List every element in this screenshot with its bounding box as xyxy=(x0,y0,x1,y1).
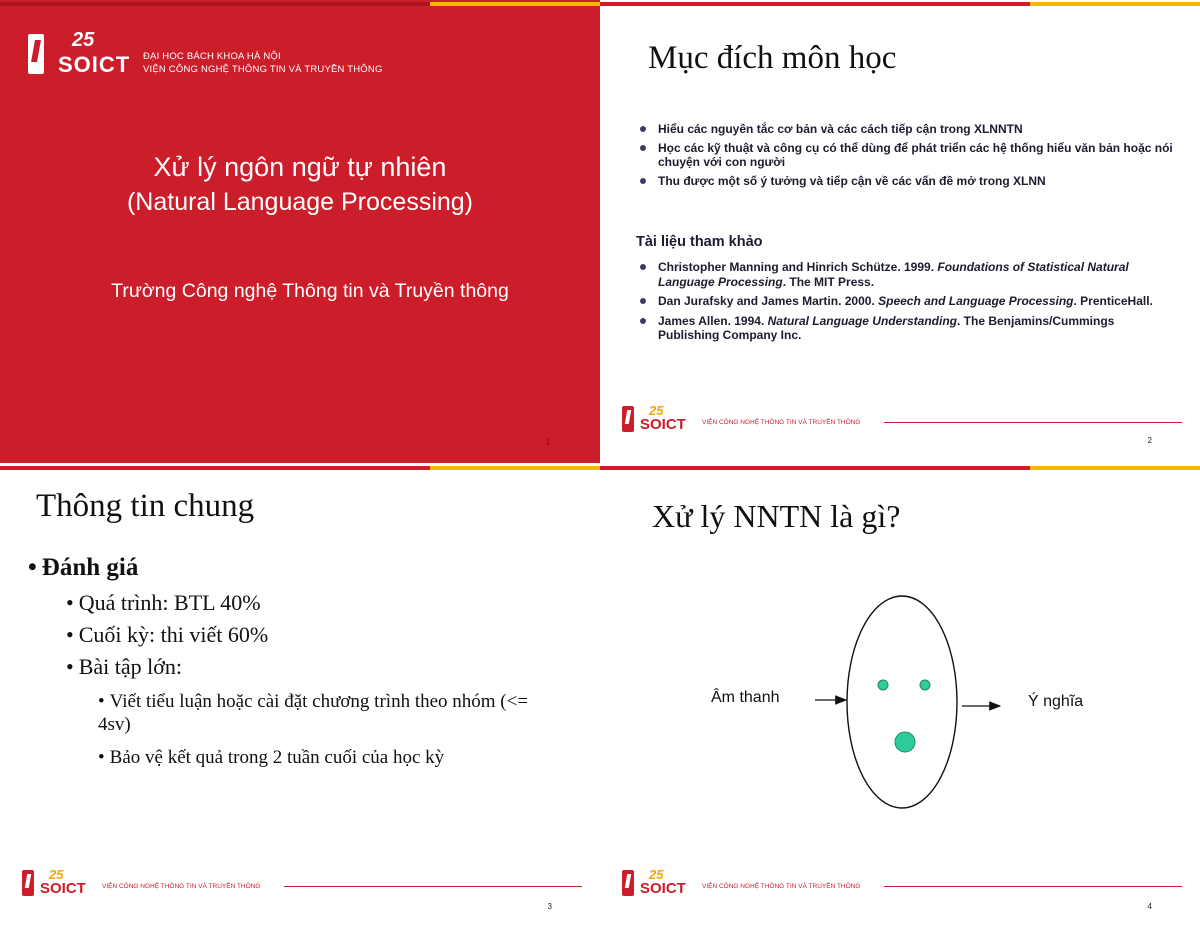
institute-name: VIỆN CÔNG NGHỆ THÔNG TIN VÀ TRUYỀN THÔNG xyxy=(102,883,261,890)
page-number: 4 xyxy=(1147,902,1152,911)
bullet-heading: • Đánh giá xyxy=(28,554,139,581)
footer-divider xyxy=(884,886,1182,887)
list-item: Dan Jurafsky and James Martin. 2000. Speech and Language Processing. PrenticeHall. xyxy=(636,294,1176,309)
list-item: • Bài tập lớn: xyxy=(66,654,182,679)
nlp-diagram xyxy=(600,464,1200,927)
university-line-1: ĐẠI HỌC BÁCH KHOA HÀ NỘI xyxy=(143,51,281,62)
head-ellipse xyxy=(847,596,957,808)
university-shield-icon xyxy=(28,34,44,74)
footer-divider xyxy=(284,886,582,887)
list-item: Christopher Manning and Hinrich Schütze. 1999. Foundations of Statistical Natural Language Processing. The MIT Press. xyxy=(636,260,1176,289)
top-accent-bar xyxy=(0,0,600,10)
slide-footer: 25 SOICT VIỆN CÔNG NGHỆ THÔNG TIN VÀ TRUYỀN THÔNG xyxy=(22,868,582,898)
slide-1 xyxy=(0,0,600,463)
sub-list-item: • Viết tiểu luận hoặc cài đặt chương trình theo nhóm (<= 4sv) xyxy=(98,691,529,735)
slide-4 xyxy=(600,464,1200,927)
output-label: Ý nghĩa xyxy=(1028,693,1084,710)
right-eye-icon xyxy=(920,680,930,690)
logo-wordmark: SOICT xyxy=(40,880,86,897)
university-line-2: VIỆN CÔNG NGHỆ THÔNG TIN VÀ TRUYỀN THÔNG xyxy=(143,64,383,75)
goals-list xyxy=(636,122,1176,192)
page-number: 3 xyxy=(547,902,552,911)
list-item: • Cuối kỳ: thi viết 60% xyxy=(66,622,269,647)
sub-list-item: • Bảo vệ kết quả trong 2 tuần cuối của học kỳ xyxy=(98,747,445,768)
list-item: Thu được một số ý tưởng và tiếp cận về các vấn đề mở trong XLNN xyxy=(636,174,1176,189)
mouth-icon xyxy=(895,732,915,752)
course-subtitle: (Natural Language Processing) xyxy=(126,188,474,216)
slide-2 xyxy=(600,0,1200,463)
page-number: 1 xyxy=(545,438,550,447)
slide-3 xyxy=(0,464,600,927)
slide-title: Xử lý NNTN là gì? xyxy=(652,498,901,534)
institute-name: VIỆN CÔNG NGHỆ THÔNG TIN VÀ TRUYỀN THÔNG xyxy=(702,419,861,426)
slide-footer: 25 SOICT VIỆN CÔNG NGHỆ THÔNG TIN VÀ TRUYỀN THÔNG xyxy=(622,868,1182,898)
soict-logo xyxy=(28,30,408,80)
left-eye-icon xyxy=(878,680,888,690)
references-list xyxy=(636,260,1176,348)
slide-footer: 25 SOICT VIỆN CÔNG NGHỆ THÔNG TIN VÀ TRUYỀN THÔNG xyxy=(622,404,1182,434)
university-shield-icon xyxy=(22,870,34,896)
logo-wordmark: SOICT xyxy=(640,416,686,433)
references-heading: Tài liệu tham khảo xyxy=(636,234,763,250)
list-item: Học các kỹ thuật và công cụ có thể dùng để phát triển các hệ thống hiểu văn bản hoặc nói chuyện với con người xyxy=(636,141,1176,170)
university-name xyxy=(143,50,383,76)
logo-wordmark: SOICT xyxy=(58,52,131,77)
logo-wordmark: SOICT xyxy=(640,880,686,897)
top-accent-bar xyxy=(0,464,600,474)
input-label: Âm thanh xyxy=(711,689,780,706)
course-title: Xử lý ngôn ngữ tự nhiên xyxy=(153,152,447,182)
slide-title: Mục đích môn học xyxy=(648,40,897,76)
university-shield-icon xyxy=(622,406,634,432)
top-accent-bar xyxy=(600,0,1200,10)
list-item: • Quá trình: BTL 40% xyxy=(66,590,261,615)
organization-name: Trường Công nghệ Thông tin và Truyền thông xyxy=(111,280,509,302)
list-item: James Allen. 1994. Natural Language Understanding. The Benjamins/Cummings Publishing Company Inc. xyxy=(636,314,1176,343)
list-item: Hiểu các nguyên tắc cơ bản và các cách tiếp cận trong XLNNTN xyxy=(636,122,1176,137)
institute-name: VIỆN CÔNG NGHỆ THÔNG TIN VÀ TRUYỀN THÔNG xyxy=(702,883,861,890)
logo-anniversary-number: 25 xyxy=(72,29,95,51)
slide-title: Thông tin chung xyxy=(36,488,255,524)
page-number: 2 xyxy=(1147,436,1152,445)
university-shield-icon xyxy=(622,870,634,896)
footer-divider xyxy=(884,422,1182,423)
